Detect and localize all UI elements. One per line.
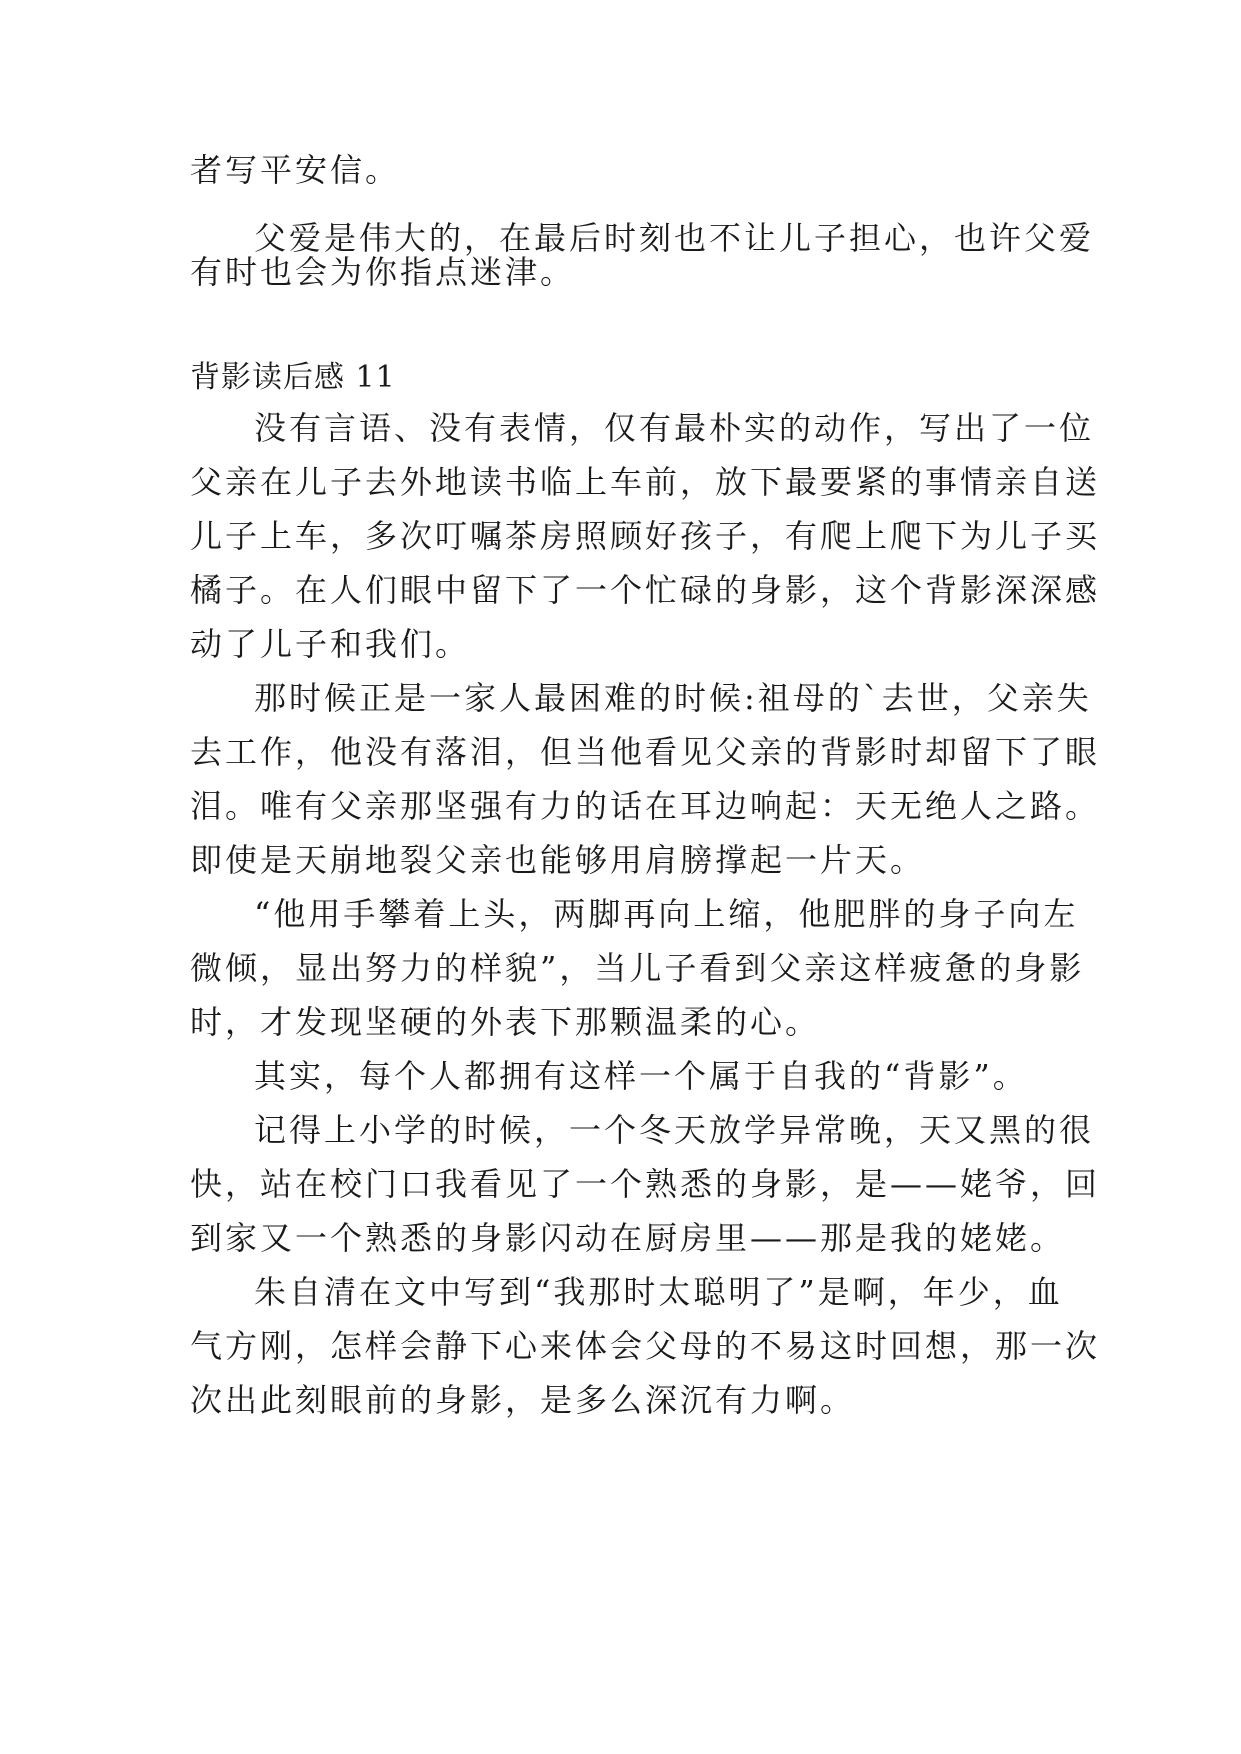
text-line: 去工作，他没有落泪，但当他看见父亲的背影时却留下了眼 bbox=[190, 733, 1101, 771]
text-line: 快，站在校门口我看见了一个熟悉的身影，是——姥爷，回 bbox=[190, 1165, 1101, 1203]
text-line: 动了儿子和我们。 bbox=[190, 625, 471, 663]
text-line: 次出此刻眼前的身影，是多么深沉有力啊。 bbox=[190, 1381, 856, 1419]
text-line: “他用手攀着上头，两脚再向上缩，他肥胖的身子向左 bbox=[254, 895, 1079, 933]
text-line: 气方刚，怎样会静下心来体会父母的不易这时回想，那一次 bbox=[190, 1327, 1101, 1365]
text-line: 儿子上车，多次叮嘱茶房照顾好孩子，有爬上爬下为儿子买 bbox=[190, 517, 1101, 555]
text-line: 即使是天崩地裂父亲也能够用肩膀撑起一片天。 bbox=[190, 841, 926, 879]
text-line: 记得上小学的时候，一个冬天放学异常晚，天又黑的很 bbox=[254, 1111, 1095, 1149]
text-line: 橘子。在人们眼中留下了一个忙碌的身影，这个背影深深感 bbox=[190, 571, 1101, 609]
text-line: 父亲在儿子去外地读书临上车前，放下最要紧的事情亲自送 bbox=[190, 463, 1101, 501]
text-line: 有时也会为你指点迷津。 bbox=[190, 253, 576, 291]
section-title: 背影读后感 11 bbox=[190, 360, 396, 395]
text-line: 时，才发现坚硬的外表下那颗温柔的心。 bbox=[190, 1003, 821, 1041]
text-line: 微倾，显出努力的样貌”，当儿子看到父亲这样疲惫的身影 bbox=[190, 949, 1085, 987]
text-line: 者写平安信。 bbox=[190, 151, 401, 189]
text-line: 到家又一个熟悉的身影闪动在厨房里——那是我的姥姥。 bbox=[190, 1219, 1066, 1257]
text-line: 朱自清在文中写到“我那时太聪明了”是啊，年少，血 bbox=[254, 1273, 1063, 1311]
text-line: 其实，每个人都拥有这样一个属于自我的“背影”。 bbox=[254, 1057, 1028, 1095]
text-line: 父爱是伟大的，在最后时刻也不让儿子担心，也许父爱 bbox=[254, 219, 1095, 257]
text-line: 那时候正是一家人最困难的时候:祖母的`去世，父亲失 bbox=[254, 679, 1092, 717]
text-line: 没有言语、没有表情，仅有最朴实的动作，写出了一位 bbox=[254, 409, 1095, 447]
text-line: 泪。唯有父亲那坚强有力的话在耳边响起：天无绝人之路。 bbox=[190, 787, 1101, 825]
